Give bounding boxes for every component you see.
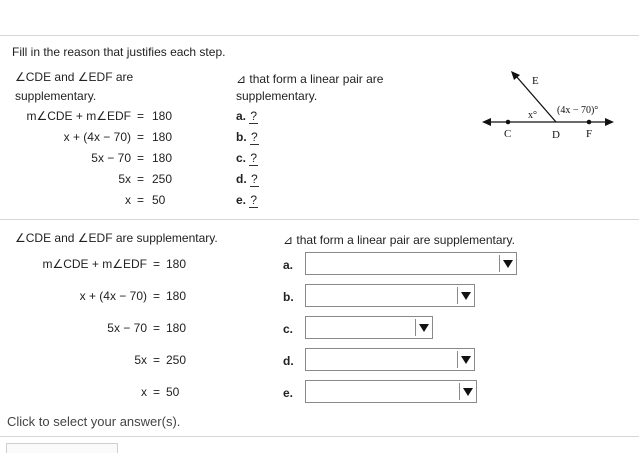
answer-step-rhs: 250 — [166, 353, 187, 367]
answer-step-lhs: x — [141, 385, 147, 399]
reason-placeholder: ? — [251, 172, 258, 186]
chevron-down-icon[interactable] — [459, 383, 474, 400]
bottom-tab[interactable] — [6, 443, 118, 453]
point-f-dot — [587, 120, 592, 125]
problem-step-equals: = — [137, 109, 145, 123]
answer-step-rhs: 180 — [166, 321, 187, 335]
chevron-down-icon[interactable] — [415, 319, 430, 336]
step-letter: a. — [236, 109, 247, 123]
instruction-text: Fill in the reason that justifies each step. — [12, 45, 226, 59]
reason-select-d[interactable] — [305, 348, 475, 371]
chevron-down-icon[interactable] — [457, 351, 472, 368]
problem-step-equals: = — [137, 151, 145, 165]
right-arrowhead — [605, 118, 614, 126]
problem-step-reason — [236, 109, 258, 123]
angle-right-label: (4x − 70)° — [557, 105, 599, 116]
top-divider — [0, 35, 639, 36]
bottom-divider — [0, 436, 639, 437]
problem-step-equals: = — [137, 172, 145, 186]
problem-step-equals: = — [137, 130, 145, 144]
left-arrowhead — [482, 118, 491, 126]
problem-step-reason — [236, 193, 258, 207]
answer-step-rhs: 50 — [166, 385, 180, 399]
reason-placeholder: ? — [250, 193, 258, 207]
answer-step-letter: b. — [283, 290, 294, 304]
problem-step-rhs: 180 — [152, 130, 173, 144]
problem-step-equals: = — [137, 193, 145, 207]
reason-select-b[interactable] — [305, 284, 475, 307]
answer-step-equals: = — [153, 321, 161, 335]
statement-line1: ∠CDE and ∠EDF are — [15, 70, 134, 84]
linear-pair-diagram — [478, 66, 618, 146]
step-letter: e. — [236, 193, 247, 207]
answer-step-letter: d. — [283, 354, 294, 368]
answer-step-lhs: x + (4x − 70) — [79, 289, 147, 303]
answer-step-equals: = — [153, 385, 161, 399]
step-letter: c. — [236, 151, 247, 165]
label-c: C — [504, 128, 512, 140]
step-letter: d. — [236, 172, 247, 186]
reason-placeholder: ? — [251, 130, 258, 144]
problem-step-lhs: m∠CDE + m∠EDF — [26, 109, 131, 123]
answer-reason-header: ⊿ that form a linear pair are supplementary. — [283, 233, 515, 247]
chevron-down-icon[interactable] — [457, 287, 472, 304]
point-c-dot — [506, 120, 511, 125]
answer-step-rhs: 180 — [166, 257, 187, 271]
footer-hint: Click to select your answer(s). — [7, 414, 181, 429]
answer-step-letter: e. — [283, 386, 294, 400]
answer-step-letter: a. — [283, 258, 294, 272]
reason-select-e[interactable] — [305, 380, 477, 403]
label-e: E — [532, 75, 539, 87]
answer-statement: ∠CDE and ∠EDF are supplementary. — [15, 231, 218, 245]
problem-step-lhs: 5x − 70 — [91, 151, 131, 165]
answer-panel — [0, 222, 639, 400]
reason-select-a[interactable] — [305, 252, 517, 275]
problem-step-reason — [236, 172, 259, 186]
step-letter: b. — [236, 130, 247, 144]
problem-step-lhs: 5x — [118, 172, 131, 186]
answer-step-lhs: m∠CDE + m∠EDF — [42, 257, 147, 271]
angle-left-label: x° — [528, 110, 537, 121]
problem-step-lhs: x + (4x − 70) — [63, 130, 131, 144]
answer-step-lhs: 5x — [134, 353, 147, 367]
problem-step-rhs: 50 — [152, 193, 166, 207]
problem-step-reason — [236, 151, 258, 165]
reason-header-line2: supplementary. — [236, 89, 318, 103]
problem-step-reason — [236, 130, 259, 144]
label-d: D — [552, 129, 560, 141]
mid-divider — [0, 219, 639, 220]
label-f: F — [586, 128, 593, 140]
answer-step-equals: = — [153, 257, 161, 271]
answer-step-equals: = — [153, 289, 161, 303]
statement-line2: supplementary. — [15, 89, 97, 103]
answer-step-equals: = — [153, 353, 161, 367]
chevron-down-icon[interactable] — [499, 255, 514, 272]
problem-step-lhs: x — [125, 193, 131, 207]
answer-step-lhs: 5x − 70 — [107, 321, 147, 335]
reason-placeholder: ? — [250, 109, 258, 123]
reason-select-c[interactable] — [305, 316, 433, 339]
reason-placeholder: ? — [250, 151, 258, 165]
reason-header-line1: ⊿ that form a linear pair are — [236, 72, 384, 86]
problem-step-rhs: 180 — [152, 151, 173, 165]
problem-step-rhs: 180 — [152, 109, 173, 123]
answer-step-letter: c. — [283, 322, 294, 336]
answer-step-rhs: 180 — [166, 289, 187, 303]
problem-step-rhs: 250 — [152, 172, 173, 186]
